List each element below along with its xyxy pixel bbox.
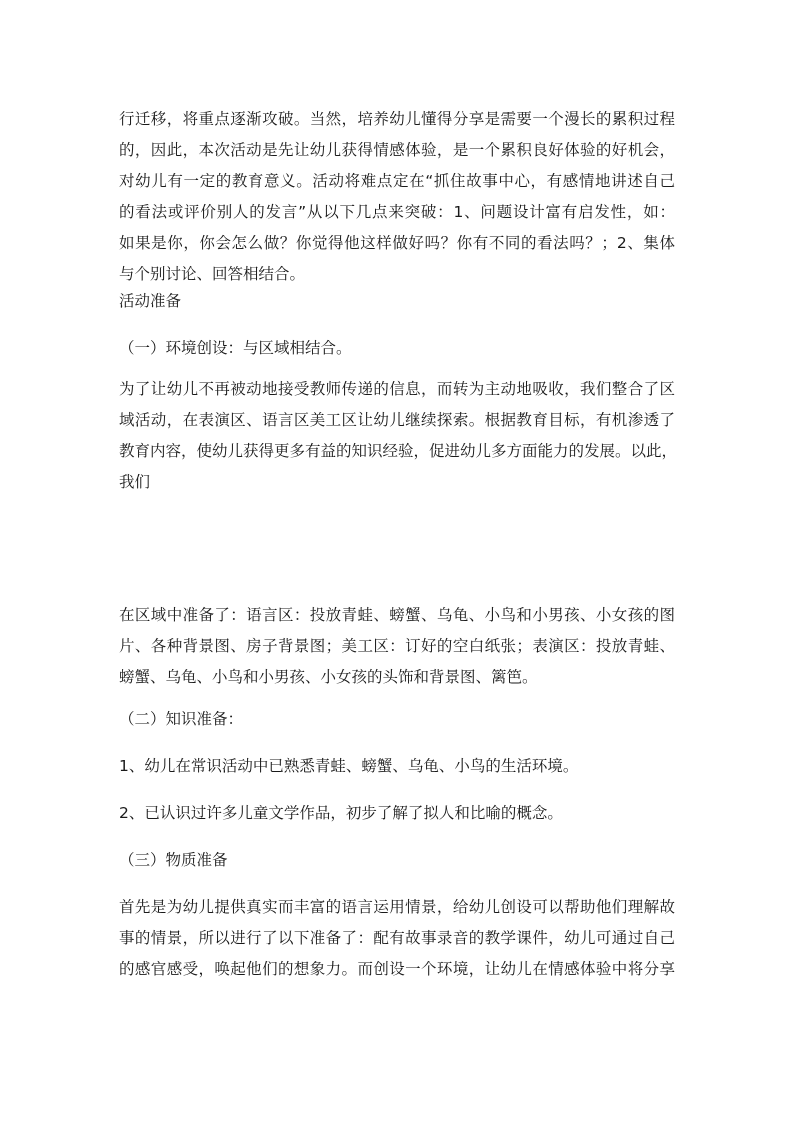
paragraph-teaching-strategy [119,104,675,290]
paragraph-material [119,892,675,985]
knowledge-item-1: 1、幼儿在常识活动中已熟悉青蛙、螃蟹、乌龟、小鸟的生活环境。 [119,757,579,775]
paragraph-line: 的感官感受，唤起他们的想象力。而创设一个环境，让幼儿在情感体验中将分享 [119,960,675,978]
paragraph-line: 如果是你，你会怎么做？你觉得他这样做好吗？你有不同的看法吗？；2、集体 [119,234,675,252]
paragraph-line: 为了让幼儿不再被动地接受教师传递的信息，而转为主动地吸收，我们整合了区 [119,380,675,398]
heading-activity-preparation: 活动准备 [119,292,182,310]
paragraph-area-materials [119,600,675,693]
heading-material-preparation: （三）物质准备 [119,851,228,869]
paragraph-line: 行迁移，将重点逐渐攻破。当然，培养幼儿懂得分享是需要一个漫长的累积过程 [119,110,675,128]
paragraph-line: 我们 [119,473,151,491]
paragraph-line: 对幼儿有一定的教育意义。活动将难点定在“抓住故事中心，有感情地讲述自己 [119,172,675,190]
knowledge-item-2: 2、已认识过许多儿童文学作品，初步了解了拟人和比喻的概念。 [119,804,563,822]
paragraph-line: 在区域中准备了：语言区：投放青蛙、螃蟹、乌龟、小鸟和小男孩、小女孩的图 [119,606,675,624]
paragraph-line: 与个别讨论、回答相结合。 [119,265,306,283]
paragraph-line: 首先是为幼儿提供真实而丰富的语言运用情景，给幼儿创设可以帮助他们理解故 [119,898,675,916]
heading-environment-setup: （一）环境创设：与区域相结合。 [119,339,352,357]
paragraph-environment [119,374,678,498]
paragraph-line: 域活动，在表演区、语言区美工区让幼儿继续探索。根据教育目标，有机渗透了 [119,411,675,429]
paragraph-line: 的，因此，本次活动是先让幼儿获得情感体验，是一个累积良好体验的好机会， [119,141,675,159]
heading-knowledge-preparation: （二）知识准备： [119,710,244,728]
paragraph-line: 螃蟹、乌龟、小鸟和小男孩、小女孩的头饰和背景图、篱笆。 [119,668,538,686]
paragraph-line: 事的情景，所以进行了以下准备了：配有故事录音的教学课件，幼儿可通过自己 [119,929,675,947]
paragraph-line: 的看法或评价别人的发言”从以下几点来突破：1、问题设计富有启发性，如： [119,203,675,221]
paragraph-line: 教育内容，使幼儿获得更多有益的知识经验，促进幼儿多方面能力的发展。以此， [119,442,678,460]
paragraph-line: 片、各种背景图、房子背景图；美工区：订好的空白纸张；表演区：投放青蛙、 [119,637,675,655]
